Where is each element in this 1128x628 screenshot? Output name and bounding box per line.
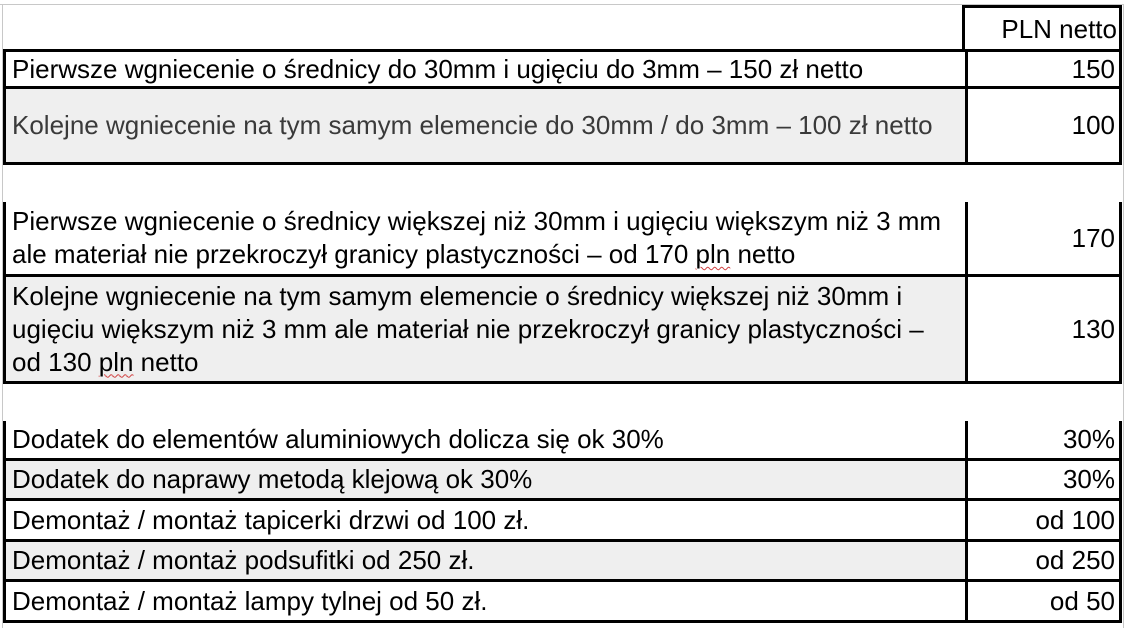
description-cell[interactable]	[6, 89, 968, 162]
price-row	[3, 542, 1122, 582]
price-cell[interactable]: od 100	[968, 501, 1119, 539]
description-part: netto	[730, 239, 796, 269]
description-text: Dodatek do naprawy metodą klejową ok 30%	[12, 464, 533, 494]
description-cell[interactable]	[6, 582, 968, 620]
price-cell[interactable]: od 50	[968, 582, 1119, 620]
header-row	[3, 5, 1122, 49]
description-cell[interactable]	[6, 202, 968, 274]
description-part: Pierwsze wgniecenie o średnicy większej niż 30mm i ugięciu większym niż 3 mm ale materiał nie przekroczył granicy plastyczności – od 170	[12, 206, 942, 269]
description-cell[interactable]	[6, 277, 968, 381]
price-cell[interactable]: 30%	[968, 461, 1119, 498]
description-cell[interactable]	[6, 52, 968, 86]
description-text: Demontaż / montaż podsufitki od 250 zł.	[12, 545, 475, 575]
spellcheck-flagged-word[interactable]: pln	[695, 239, 731, 269]
price-row	[3, 49, 1122, 89]
header-empty-cell[interactable]	[3, 5, 965, 49]
description-text: Demontaż / montaż tapicerki drzwi od 100 zł.	[12, 504, 530, 535]
description-text: Kolejne wgniecenie na tym samym elemencie do 30mm / do 3mm – 100 zł netto	[12, 110, 933, 140]
gridline-right	[1123, 4, 1124, 628]
price-column-header[interactable]: PLN netto	[962, 5, 1122, 49]
description-text: Dodatek do elementów aluminiowych dolicza się ok 30%	[12, 424, 664, 454]
description-text: Pierwsze wgniecenie o średnicy do 30mm i ugięciu do 3mm – 150 zł netto	[12, 53, 864, 84]
description-text	[12, 205, 959, 271]
description-text	[12, 280, 959, 379]
description-part: Kolejne wgniecenie na tym samym elemencie o średnicy większej niż 30mm i ugięciu większym niż 3 mm ale materiał nie przekroczył granicy plastyczności – od 130	[12, 280, 924, 377]
price-row	[3, 89, 1122, 165]
description-cell[interactable]	[6, 461, 968, 498]
description-part: netto	[133, 346, 199, 377]
spellcheck-flagged-word[interactable]: pln	[98, 346, 134, 377]
price-row	[3, 421, 1122, 461]
description-cell[interactable]	[6, 501, 968, 539]
description-cell[interactable]	[6, 421, 968, 458]
price-row	[3, 277, 1122, 384]
price-cell[interactable]: 100	[968, 89, 1119, 162]
price-cell[interactable]: 150	[968, 52, 1119, 86]
price-row	[3, 582, 1122, 623]
price-cell[interactable]: od 250	[968, 542, 1119, 579]
price-row	[3, 501, 1122, 542]
price-row	[3, 202, 1122, 277]
description-text: Demontaż / montaż lampy tylnej od 50 zł.	[12, 585, 488, 616]
price-cell[interactable]: 30%	[968, 421, 1119, 458]
price-row	[3, 461, 1122, 501]
price-cell[interactable]: 170	[968, 202, 1119, 274]
description-cell[interactable]	[6, 542, 968, 579]
price-cell[interactable]: 130	[968, 277, 1119, 381]
